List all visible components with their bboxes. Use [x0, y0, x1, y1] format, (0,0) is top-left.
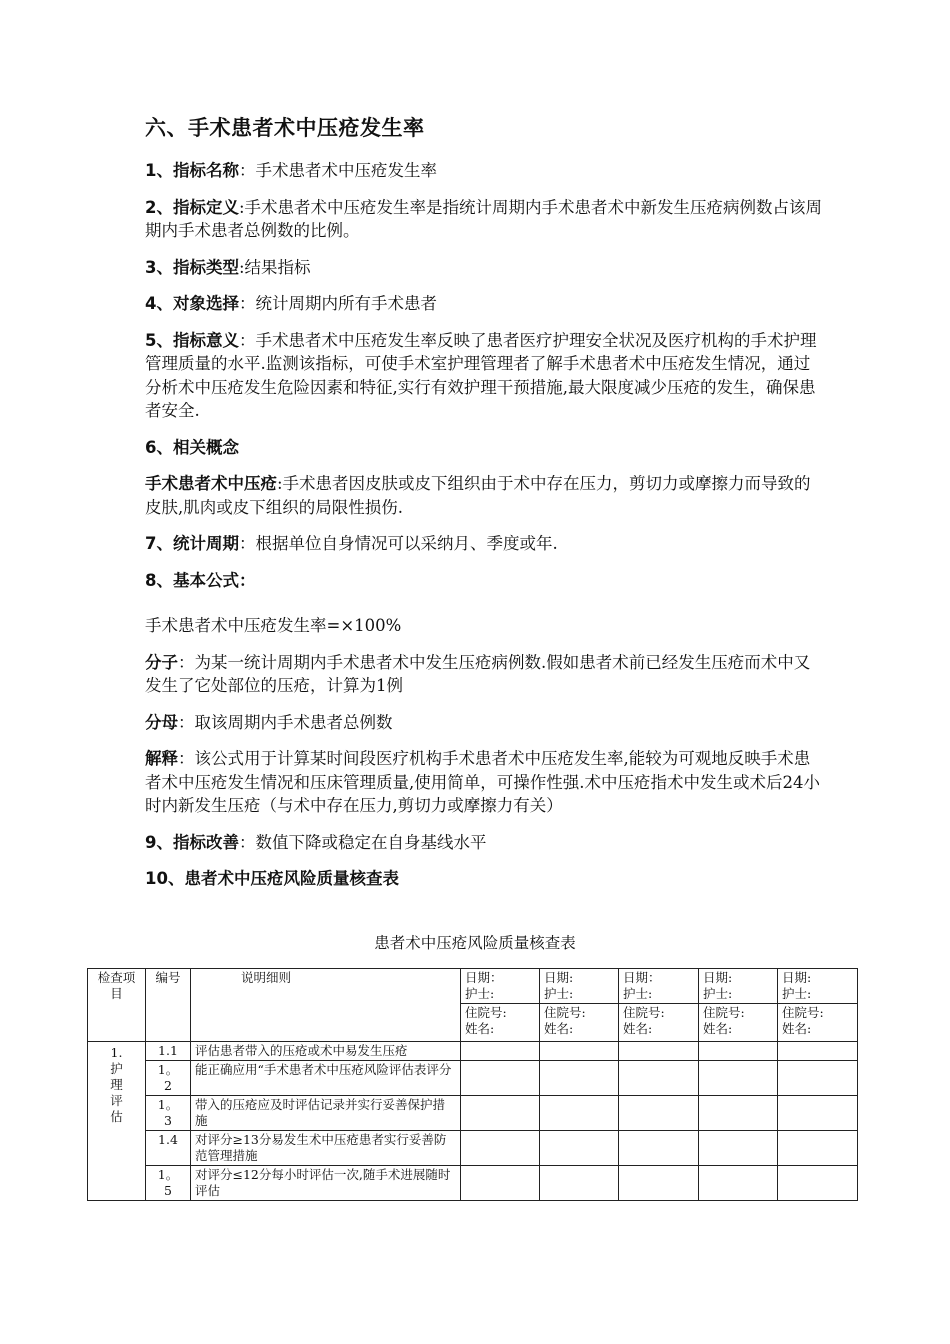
- table-row: [88, 1131, 858, 1166]
- object-selection: 4、对象选择：统计周期内所有手术患者: [145, 294, 437, 313]
- header-item: 检查项目: [88, 969, 146, 1042]
- indicator-improvement: 9、指标改善：数值下降或稳定在自身基线水平: [145, 832, 487, 852]
- table-row: [88, 1166, 858, 1201]
- header-date-nurse: 日期： 护士:: [619, 969, 699, 1004]
- formula-heading: 8、基本公式：: [145, 570, 256, 590]
- related-concepts-heading: 6、相关概念: [145, 437, 239, 457]
- check-cell[interactable]: [619, 1061, 699, 1096]
- row-no: 1。 5: [146, 1166, 191, 1201]
- table-row: [88, 1042, 858, 1061]
- section-heading: 六、手术患者术中压疮发生率: [145, 116, 425, 140]
- check-cell[interactable]: [778, 1061, 858, 1096]
- numerator: 分子：为某一统计周期内手术患者术中发生压疮病例数.假如患者术前已经发生压疮而术中又发生了它处部位的压疮，计算为1例: [145, 652, 811, 695]
- check-cell[interactable]: [778, 1096, 858, 1131]
- indicator-type: 3、指标类型:结果指标: [145, 257, 311, 277]
- row-no: 1。 3: [146, 1096, 191, 1131]
- check-cell[interactable]: [778, 1166, 858, 1201]
- check-cell[interactable]: [619, 1166, 699, 1201]
- header-date-nurse: 日期: 护士:: [540, 969, 619, 1004]
- check-cell[interactable]: [461, 1042, 540, 1061]
- header-date-nurse: 日期: 护士:: [699, 969, 778, 1004]
- check-cell[interactable]: [619, 1042, 699, 1061]
- checklist-heading: 10、患者术中压疮风险质量核查表: [145, 869, 399, 888]
- check-cell[interactable]: [699, 1131, 778, 1166]
- check-cell[interactable]: [699, 1042, 778, 1061]
- table-header-row: [88, 969, 858, 1004]
- indicator-definition: 2、指标定义:手术患者术中压疮发生率是指统计周期内手术患者术中新发生压疮病例数占该周期内手术患者总例数的比例。: [145, 197, 823, 240]
- check-cell[interactable]: [619, 1131, 699, 1166]
- table-title: 患者术中压疮风险质量核查表: [374, 934, 576, 952]
- denominator: 分母：取该周期内手术患者总例数: [145, 712, 393, 732]
- check-cell[interactable]: [540, 1061, 619, 1096]
- row-desc: 带入的压疮应及时评估记录并实行妥善保护措施: [191, 1096, 461, 1131]
- group-nursing-assessment: 1.护理评估: [88, 1042, 146, 1201]
- row-desc: 对评分≥13分易发生术中压疮患者实行妥善防范管理措施: [191, 1131, 461, 1166]
- document-body: [145, 112, 825, 904]
- check-cell[interactable]: [699, 1096, 778, 1131]
- explanation: 解释：该公式用于计算某时间段医疗机构手术患者术中压疮发生率,能较为可观地反映手术患者术中压疮发生情况和压床管理质量,使用简单，可操作性强.术中压疮指术中发生或术后24小时内新发生压疮（与术中存在压力,剪切力或摩擦力有关）: [145, 749, 820, 815]
- check-cell[interactable]: [778, 1042, 858, 1061]
- check-cell[interactable]: [461, 1096, 540, 1131]
- row-desc: 对评分≤12分每小时评估一次,随手术进展随时评估: [191, 1166, 461, 1201]
- indicator-significance: 5、指标意义：手术患者术中压疮发生率反映了患者医疗护理安全状况及医疗机构的手术护理管理质量的水平.监测该指标，可使手术室护理管理者了解手术患者术中压疮发生情况，通过分析术中压疮发生危险因素和特征,实行有效护理干预措施,最大限度减少压疮的发生，确保患者安全.: [145, 330, 817, 420]
- row-no: 1。 2: [146, 1061, 191, 1096]
- row-no: 1.1: [146, 1042, 191, 1061]
- table-row: [88, 1061, 858, 1096]
- header-admission: 住院号: 姓名:: [699, 1004, 778, 1042]
- header-desc: 说明细则: [191, 969, 461, 1042]
- statistics-period: 7、统计周期：根据单位自身情况可以采纳月、季度或年.: [145, 534, 558, 553]
- check-cell[interactable]: [461, 1131, 540, 1166]
- check-cell[interactable]: [461, 1166, 540, 1201]
- header-date-nurse: 日期: 护士:: [778, 969, 858, 1004]
- header-admission: 住院号: 姓名:: [461, 1004, 540, 1042]
- check-cell[interactable]: [540, 1096, 619, 1131]
- header-admission: 住院号: 姓名:: [778, 1004, 858, 1042]
- checklist-table: [87, 968, 858, 1201]
- header-admission: 住院号: 姓名:: [619, 1004, 699, 1042]
- indicator-name: 1、指标名称：手术患者术中压疮发生率: [145, 161, 437, 180]
- row-desc: 能正确应用“手术患者术中压疮风险评估表评分: [191, 1061, 461, 1096]
- check-cell[interactable]: [540, 1166, 619, 1201]
- check-cell[interactable]: [540, 1042, 619, 1061]
- row-desc: 评估患者带入的压疮或术中易发生压疮: [191, 1042, 461, 1061]
- check-cell[interactable]: [461, 1061, 540, 1096]
- header-admission: 住院号: 姓名:: [540, 1004, 619, 1042]
- formula: 手术患者术中压疮发生率=×100%: [145, 616, 402, 635]
- check-cell[interactable]: [699, 1166, 778, 1201]
- header-date-nurse: 日期： 护士:: [461, 969, 540, 1004]
- concept-definition: 手术患者术中压疮:手术患者因皮肤或皮下组织由于术中存在压力，剪切力或摩擦力而导致的皮肤,肌肉或皮下组织的局限性损伤.: [145, 474, 811, 517]
- check-cell[interactable]: [699, 1061, 778, 1096]
- check-cell[interactable]: [778, 1131, 858, 1166]
- check-cell[interactable]: [540, 1131, 619, 1166]
- header-no: 编号: [146, 969, 191, 1042]
- table-row: [88, 1096, 858, 1131]
- row-no: 1.4: [146, 1131, 191, 1166]
- check-cell[interactable]: [619, 1096, 699, 1131]
